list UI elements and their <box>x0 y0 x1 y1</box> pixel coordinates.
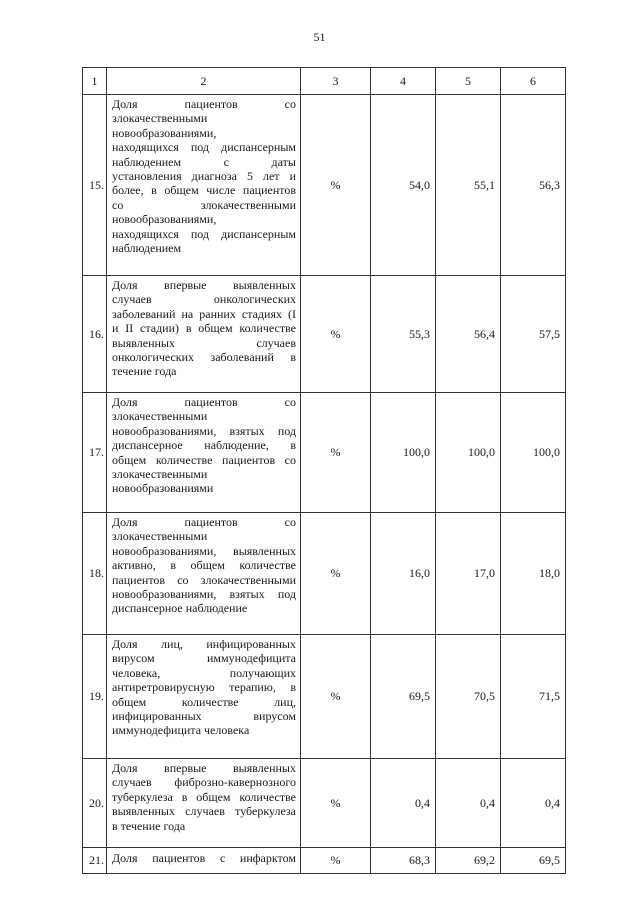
value-col-5: 17,0 <box>436 513 501 635</box>
page-number: 51 <box>313 30 326 44</box>
value-col-4: 0,4 <box>371 759 436 848</box>
unit-cell: % <box>301 513 371 635</box>
value-col-6: 0,4 <box>501 759 566 848</box>
description-line: новообразованиями, взятых под <box>112 423 296 438</box>
header-col-4: 4 <box>371 68 436 95</box>
unit-cell: % <box>301 276 371 393</box>
value-col-6: 69,5 <box>501 848 566 874</box>
indicator-table <box>82 67 566 874</box>
value-col-4: 68,3 <box>371 848 436 874</box>
value-col-5: 100,0 <box>436 393 501 513</box>
description-line: со злокачественными <box>112 197 296 212</box>
value-col-4: 54,0 <box>371 95 436 276</box>
description-line: антиретровирусную терапию, в <box>112 680 296 695</box>
description-line: наблюдением с даты <box>112 154 296 169</box>
description-line: выявленных случаев туберкулеза <box>112 804 296 819</box>
table-row <box>83 759 566 848</box>
description-line: находящихся под диспансерным <box>112 226 296 241</box>
description-line: случаев фиброзно-кавернозного <box>112 775 296 790</box>
description-line: иммунодефицита человека <box>112 723 250 738</box>
indicator-description <box>107 276 301 393</box>
header-col-5: 5 <box>436 68 501 95</box>
value-col-5: 55,1 <box>436 95 501 276</box>
description-line: Доля пациентов со <box>112 395 296 409</box>
description-line: и II стадии) в общем количестве <box>112 321 296 336</box>
unit-cell: % <box>301 635 371 759</box>
table-row <box>83 276 566 393</box>
row-number: 21. <box>83 848 107 874</box>
value-col-6: 57,5 <box>501 276 566 393</box>
description-line: выявленных случаев <box>112 335 296 350</box>
value-col-4: 69,5 <box>371 635 436 759</box>
description-line: вирусом иммунодефицита <box>112 651 296 666</box>
indicator-description <box>107 635 301 759</box>
description-line: новообразованиями, <box>112 125 217 140</box>
value-col-5: 70,5 <box>436 635 501 759</box>
table-row <box>83 393 566 513</box>
unit-cell: % <box>301 393 371 513</box>
description-line: диспансерное наблюдение <box>112 601 248 616</box>
table-row <box>83 513 566 635</box>
description-line: туберкулеза в общем количестве <box>112 789 296 804</box>
indicator-description <box>107 848 301 874</box>
description-line: Доля пациентов с инфарктом <box>112 851 296 865</box>
row-number: 17. <box>83 393 107 513</box>
row-number: 20. <box>83 759 107 848</box>
description-line: общем количестве лиц, <box>112 694 296 709</box>
description-line: активно, в общем количестве <box>112 558 296 573</box>
description-line: течение года <box>112 364 177 379</box>
description-line: Доля пациентов со <box>112 97 296 111</box>
table-row <box>83 95 566 276</box>
header-col-1: 1 <box>83 68 107 95</box>
header-col-3: 3 <box>301 68 371 95</box>
description-line: находящихся под диспансерным <box>112 140 296 155</box>
description-line: установления диагноза 5 лет и <box>112 169 296 184</box>
value-col-6: 71,5 <box>501 635 566 759</box>
value-col-4: 100,0 <box>371 393 436 513</box>
row-number: 18. <box>83 513 107 635</box>
table-header-row <box>83 68 566 95</box>
description-line: случаев онкологических <box>112 292 296 307</box>
description-line: заболеваний на ранних стадиях (I <box>112 306 296 321</box>
value-col-5: 0,4 <box>436 759 501 848</box>
table-row <box>83 635 566 759</box>
description-line: человека, получающих <box>112 665 296 680</box>
description-line: онкологических заболеваний в <box>112 350 296 365</box>
description-line: злокачественными <box>112 467 208 482</box>
description-line: наблюдением <box>112 241 182 256</box>
indicator-description <box>107 95 301 276</box>
description-line: злокачественными <box>112 409 208 424</box>
value-col-4: 55,3 <box>371 276 436 393</box>
row-number: 16. <box>83 276 107 393</box>
unit-cell: % <box>301 759 371 848</box>
description-line: в течение года <box>112 818 186 833</box>
unit-cell: % <box>301 848 371 874</box>
table-row <box>83 848 566 874</box>
row-number: 19. <box>83 635 107 759</box>
value-col-5: 69,2 <box>436 848 501 874</box>
description-line: злокачественными <box>112 529 208 544</box>
unit-cell: % <box>301 95 371 276</box>
description-line: более, в общем числе пациентов <box>112 183 296 198</box>
description-line: Доля впервые выявленных <box>112 278 296 292</box>
description-line: злокачественными <box>112 111 208 126</box>
value-col-5: 56,4 <box>436 276 501 393</box>
description-line: Доля пациентов со <box>112 515 296 529</box>
value-col-6: 100,0 <box>501 393 566 513</box>
description-line: новообразованиями, взятых под <box>112 587 296 602</box>
indicator-description <box>107 513 301 635</box>
value-col-4: 16,0 <box>371 513 436 635</box>
description-line: пациентов со злокачественными <box>112 572 296 587</box>
value-col-6: 18,0 <box>501 513 566 635</box>
header-col-6: 6 <box>501 68 566 95</box>
header-col-2: 2 <box>107 68 301 95</box>
indicator-description <box>107 393 301 513</box>
description-line: Доля впервые выявленных <box>112 761 296 775</box>
description-line: общем количестве пациентов со <box>112 452 296 467</box>
description-line: Доля лиц, инфицированных <box>112 637 296 651</box>
description-line: инфицированных вирусом <box>112 709 296 724</box>
value-col-6: 56,3 <box>501 95 566 276</box>
row-number: 15. <box>83 95 107 276</box>
description-line: новообразованиями, выявленных <box>112 543 296 558</box>
description-line: новообразованиями, <box>112 212 217 227</box>
description-line: новообразованиями <box>112 481 214 496</box>
indicator-description <box>107 759 301 848</box>
description-line: диспансерное наблюдение, в <box>112 438 296 453</box>
